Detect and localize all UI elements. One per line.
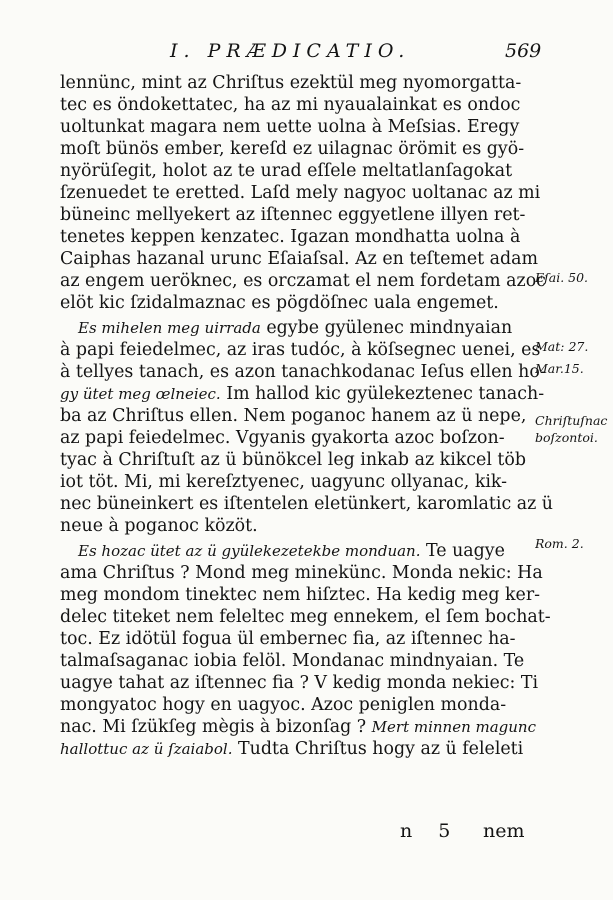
text-line: nac. Mi ſzükſeg mègis à bizonſag ? Mert minnen magunc — [60, 717, 536, 737]
running-title: I. PRÆDICATIO. — [170, 40, 411, 62]
text-line: ama Chriſtus ? Mond meg minekünc. Monda nekic: Ha — [60, 563, 543, 583]
margin-note: Eſai. 50. — [535, 270, 589, 285]
page-header — [0, 40, 613, 70]
text-line: tec es öndokettatec, ha az mi nyaualainkat es ondoc — [60, 95, 521, 115]
page-footer — [0, 820, 613, 850]
text-line: az engem ueröknec, es orczamat el nem fordetam azoc — [60, 271, 546, 291]
text-line: tyac à Chriſtuſt az ü bünökcel leg inkab az kikcel töb — [60, 450, 527, 470]
text-line: lennünc, mint az Chriſtus ezektül meg nyomorgatta- — [60, 73, 522, 93]
scripture-quote: Es mihelen meg uirrada — [78, 319, 261, 337]
text-line: az papi feiedelmec. Vgyanis gyakorta azoc boſzon- — [60, 428, 505, 448]
text-line: meg mondom tinektec nem hiſztec. Ha kedig meg ker- — [60, 585, 541, 605]
text-line: toc. Ez idötül fogua ül embernec fia, az iſtennec ha- — [60, 629, 516, 649]
scripture-quote: gy ütet meg œlneiec. — [60, 385, 221, 403]
page-number: 569 — [505, 40, 542, 62]
text-line: Caiphas hazanal urunc Eſaiaſsal. Az en teſtemet adam — [60, 249, 539, 269]
text-line: hallottuc az ü ſzaiabol. Tudta Chriſtus hogy az ü feleleti — [60, 739, 524, 759]
text-line: à papi feiedelmec, az iras tudóc, à köſsegnec uenei, es — [60, 340, 541, 360]
margin-note: Rom. 2. — [535, 536, 584, 551]
text-line: Es hozac ütet az ü gyülekezetekbe monduan. Te uagye — [78, 541, 505, 561]
text-line: tenetes keppen kenzatec. Igazan mondhatta uolna à — [60, 227, 521, 247]
text-line: nec büneinkert es iſtentelen eletünkert, karomlatic az ü — [60, 494, 554, 514]
scripture-quote: Mert minnen magunc — [371, 718, 536, 736]
text-line: büneinc mellyekert az iſtennec eggyetlene illyen ret- — [60, 205, 526, 225]
text-line: uoltunkat magara nem uette uolna à Meſsias. Eregy — [60, 117, 520, 137]
text-line: iot töt. Mi, mi kereſztyenec, uagyunc ollyanac, kik- — [60, 472, 508, 492]
text-line: neue à poganoc közöt. — [60, 516, 258, 536]
text-line: talmaſsaganac iobia felöl. Mondanac mindnyaian. Te — [60, 651, 525, 671]
text-line: gy ütet meg œlneiec. Im hallod kic gyülekeztenec tanach- — [60, 384, 545, 404]
scripture-quote: hallottuc az ü ſzaiabol. — [60, 740, 233, 758]
margin-note: boſzontoi. — [535, 430, 598, 445]
text-line: uagye tahat az iſtennec fia ? V kedig monda nekiec: Ti — [60, 673, 539, 693]
text-line: à tellyes tanach, es azon tanachkodanac Ieſus ellen ho- — [60, 362, 546, 382]
text-line: nyörüſegit, holot az te urad eſſele meltatlanſagokat — [60, 161, 513, 181]
text-line: elöt kic ſzidalmaznac es pögdöſnec uala engemet. — [60, 293, 499, 313]
text-line: ba az Chriſtus ellen. Nem poganoc hanem az ü nepe, — [60, 406, 527, 426]
text-line: delec titeket nem feleltec meg ennekem, el ſem bochat- — [60, 607, 551, 627]
text-line: moſt bünös ember, kereſd ez uilagnac örömit es gyö- — [60, 139, 525, 159]
signature-mark: n 5 — [400, 820, 461, 842]
text-line: ſzenuedet te eretted. Laſd mely nagyoc uoltanac az mi — [60, 183, 541, 203]
margin-note: Mat: 27. — [535, 339, 589, 354]
text-line: Es mihelen meg uirrada egybe gyülenec mindnyaian — [78, 318, 513, 338]
margin-note: Chriſtuſnac — [535, 413, 608, 428]
catchword: nem — [483, 820, 525, 842]
margin-note: Mar.15. — [535, 361, 584, 376]
text-line: mongyatoc hogy en uagyoc. Azoc peniglen monda- — [60, 695, 507, 715]
scripture-quote: Es hozac ütet az ü gyülekezetekbe monduan. — [78, 542, 421, 560]
